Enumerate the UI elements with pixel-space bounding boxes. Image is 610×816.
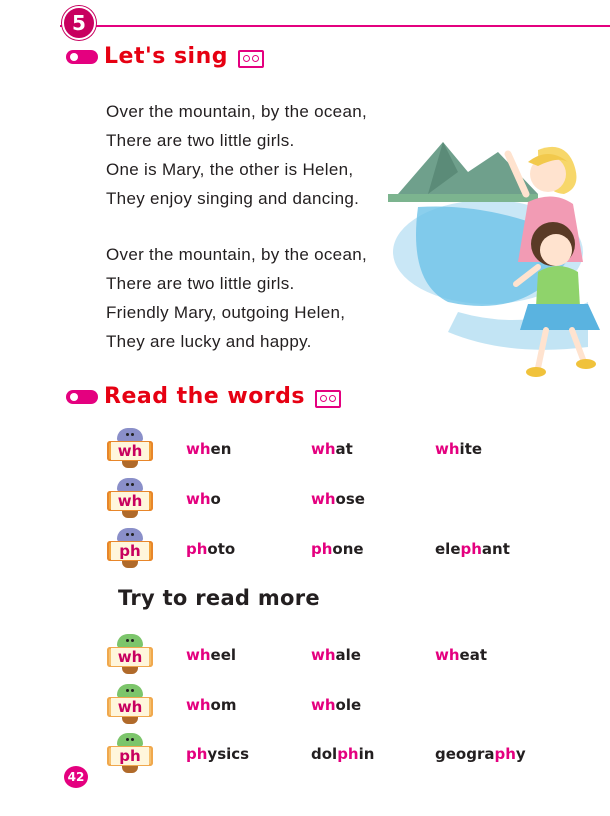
read-the-words-title: Read the words bbox=[104, 384, 306, 409]
word: geography bbox=[435, 745, 526, 763]
word: wheat bbox=[435, 646, 488, 664]
lets-sing-heading bbox=[66, 44, 264, 69]
word: elephant bbox=[435, 540, 510, 558]
lyric-line: They enjoy singing and dancing. bbox=[106, 189, 360, 208]
phonics-row bbox=[105, 733, 585, 775]
phonics-tag-label: wh bbox=[111, 492, 149, 510]
word: what bbox=[311, 440, 353, 458]
word: who bbox=[186, 490, 221, 508]
monster-tag-icon bbox=[105, 634, 155, 676]
phonics-tag-label: ph bbox=[111, 747, 149, 765]
unit-number-badge: 5 bbox=[62, 6, 96, 40]
word: photo bbox=[186, 540, 236, 558]
phonics-row bbox=[105, 428, 585, 470]
word: physics bbox=[186, 745, 250, 763]
lyric-line: There are two little girls. bbox=[106, 274, 295, 293]
word: whose bbox=[311, 490, 365, 508]
lyric-line: There are two little girls. bbox=[106, 131, 295, 150]
pink-pill-icon bbox=[66, 50, 98, 64]
word: whom bbox=[186, 696, 237, 714]
read-the-words-heading bbox=[66, 384, 341, 409]
phonics-tag-label: ph bbox=[111, 542, 149, 560]
lets-sing-title: Let's sing bbox=[104, 44, 228, 69]
word: wheel bbox=[186, 646, 237, 664]
monster-tag-icon bbox=[105, 428, 155, 470]
cassette-tape-icon[interactable] bbox=[315, 390, 341, 408]
phonics-tag-label: wh bbox=[111, 698, 149, 716]
lyric-line: Over the mountain, by the ocean, bbox=[106, 102, 367, 121]
monster-tag-icon bbox=[105, 478, 155, 520]
lyric-line: Over the mountain, by the ocean, bbox=[106, 245, 367, 264]
monster-tag-icon bbox=[105, 733, 155, 775]
song-verse-2 bbox=[106, 240, 367, 356]
word: phone bbox=[311, 540, 364, 558]
word: when bbox=[186, 440, 232, 458]
phonics-tag-label: wh bbox=[111, 442, 149, 460]
phonics-row bbox=[105, 684, 585, 726]
lyric-line: One is Mary, the other is Helen, bbox=[106, 160, 354, 179]
word: whole bbox=[311, 696, 362, 714]
girls-by-ocean-illustration bbox=[388, 132, 610, 382]
lyric-line: Friendly Mary, outgoing Helen, bbox=[106, 303, 346, 322]
header-rule bbox=[60, 25, 610, 27]
monster-tag-icon bbox=[105, 528, 155, 570]
word: whale bbox=[311, 646, 361, 664]
pink-pill-icon bbox=[66, 390, 98, 404]
phonics-row bbox=[105, 528, 585, 570]
song-verse-1 bbox=[106, 97, 367, 213]
phonics-row bbox=[105, 634, 585, 676]
word: white bbox=[435, 440, 483, 458]
phonics-row bbox=[105, 478, 585, 520]
phonics-tag-label: wh bbox=[111, 648, 149, 666]
monster-tag-icon bbox=[105, 684, 155, 726]
lyric-line: They are lucky and happy. bbox=[106, 332, 312, 351]
cassette-tape-icon[interactable] bbox=[238, 50, 264, 68]
word: dolphin bbox=[311, 745, 375, 763]
page-number: 42 bbox=[64, 766, 88, 788]
try-to-read-more-title: Try to read more bbox=[118, 586, 320, 610]
